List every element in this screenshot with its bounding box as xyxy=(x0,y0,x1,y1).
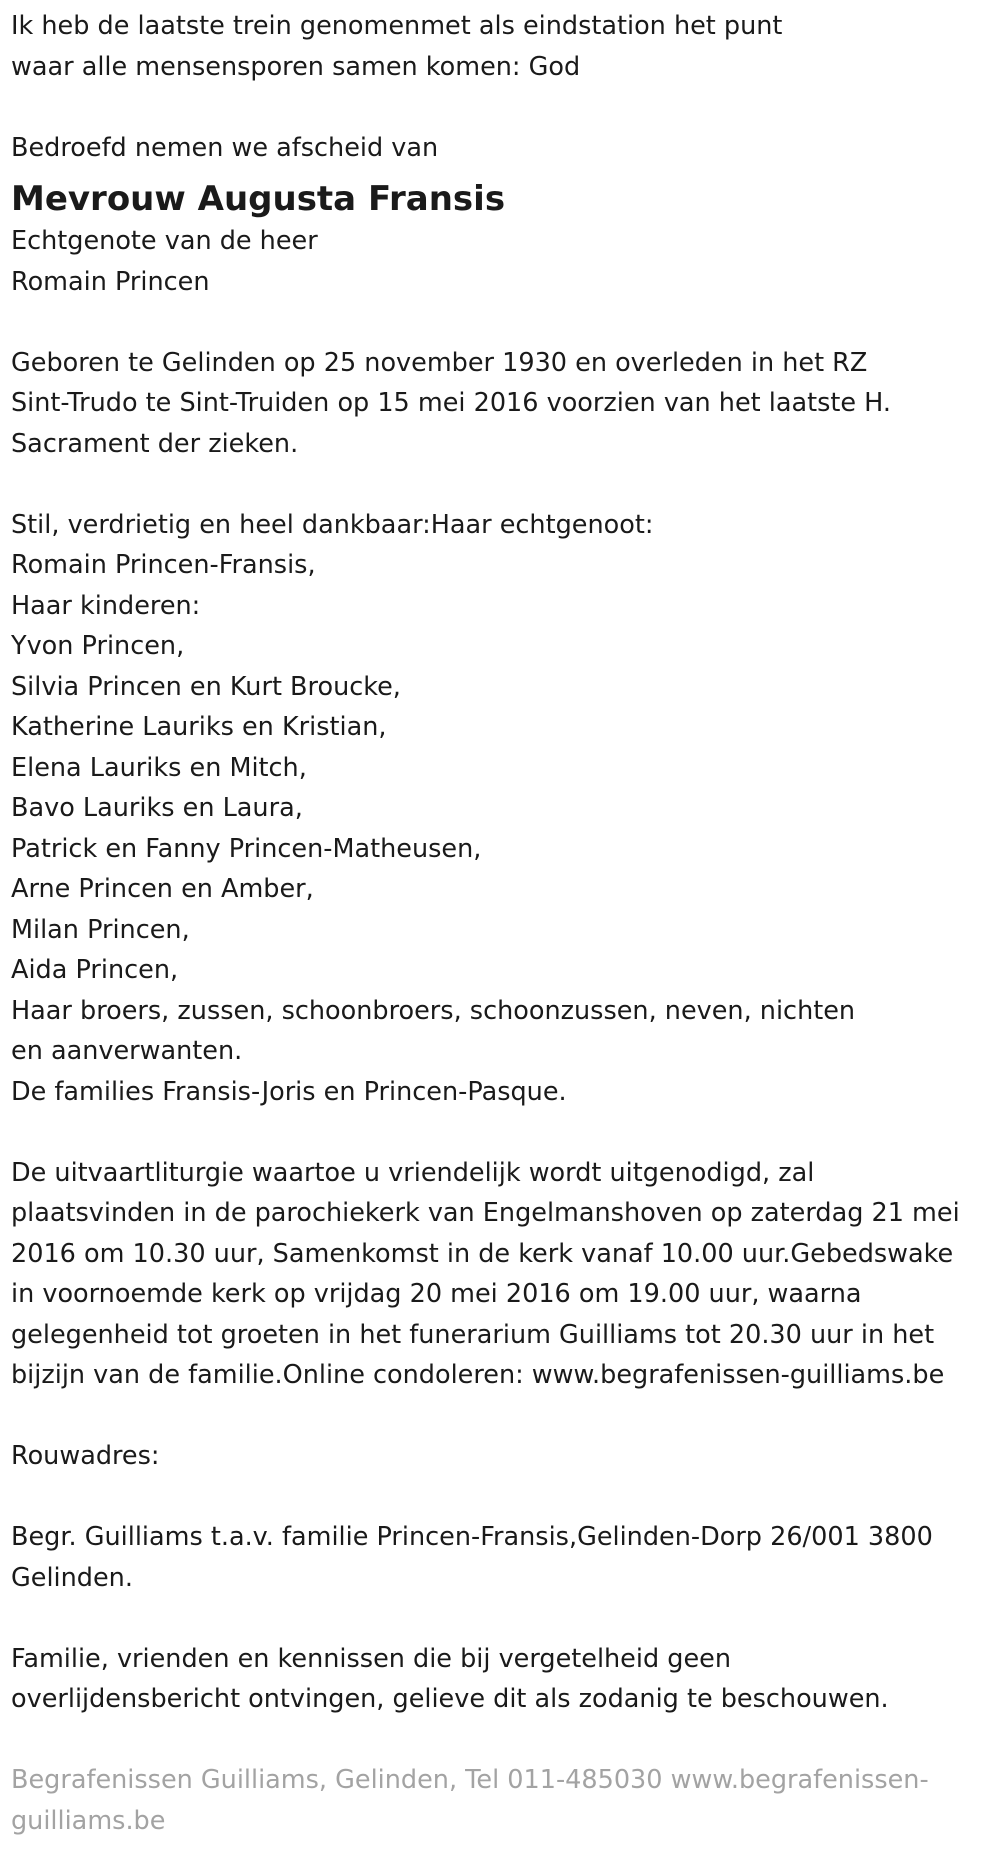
motto xyxy=(11,6,990,87)
mourner-line: Haar broers, zussen, schoonbroers, schoonzussen, neven, nichten xyxy=(11,995,856,1026)
motto-line: waar alle mensensporen samen komen: God xyxy=(11,51,581,82)
spacer xyxy=(11,464,990,505)
mourner-line: en aanverwanten. xyxy=(11,1036,243,1066)
spacer xyxy=(11,1720,990,1761)
notice-paragraph xyxy=(11,1639,990,1720)
mourner-line: Arne Princen en Amber, xyxy=(11,874,314,904)
mourner-line: Elena Lauriks en Mitch, xyxy=(11,752,307,783)
paragraph-line: De uitvaartliturgie waartoe u vriendelijk wordt uitgenodigd, zal xyxy=(11,1157,815,1188)
spacer xyxy=(11,1598,990,1639)
spacer xyxy=(11,1112,990,1153)
paragraph-line: plaatsvinden in de parochiekerk van Engelmanshoven op zaterdag 21 mei xyxy=(11,1198,960,1228)
spacer xyxy=(11,1396,990,1437)
mourner-line: Romain Princen-Fransis, xyxy=(11,550,316,580)
mourner-line: De families Fransis-Joris en Princen-Pasque. xyxy=(11,1076,567,1107)
mourners-list xyxy=(11,505,990,1113)
footer-line: Begrafenissen Guilliams, Gelinden, Tel 011-485030 www.begrafenissen- xyxy=(11,1765,929,1795)
paragraph-line: overlijdensbericht ontvingen, gelieve dit als zodanig te beschouwen. xyxy=(11,1684,889,1714)
deceased-name: Mevrouw Augusta Fransis xyxy=(11,179,506,219)
footer-line: guilliams.be xyxy=(11,1805,166,1836)
mourner-line: Aida Princen, xyxy=(11,955,179,985)
funeral-paragraph xyxy=(11,1153,990,1396)
paragraph-line: Sacrament der zieken. xyxy=(11,428,299,459)
funeral-home-footer xyxy=(11,1760,990,1841)
birth-death-paragraph xyxy=(11,343,990,465)
address-line: Gelinden. xyxy=(11,1562,133,1593)
relation-line: Romain Princen xyxy=(11,266,210,297)
paragraph-line: in voornoemde kerk op vrijdag 20 mei 2016 om 19.00 uur, waarna xyxy=(11,1279,862,1309)
paragraph-line: bijzijn van de familie.Online condoleren: www.begrafenissen-guilliams.be xyxy=(11,1360,945,1390)
mourner-line: Yvon Princen, xyxy=(11,631,185,661)
relation-line: Echtgenote van de heer xyxy=(11,226,318,256)
paragraph-line: Familie, vrienden en kennissen die bij vergetelheid geen xyxy=(11,1643,731,1674)
address-label: Rouwadres: xyxy=(11,1441,160,1471)
mourner-line: Milan Princen, xyxy=(11,914,190,945)
spacer xyxy=(11,302,990,343)
paragraph-line: gelegenheid tot groeten in het funerarium Guilliams tot 20.30 uur in het xyxy=(11,1319,935,1350)
mourner-line: Katherine Lauriks en Kristian, xyxy=(11,712,387,742)
spacer xyxy=(11,87,990,128)
mourner-line: Stil, verdrietig en heel dankbaar:Haar echtgenoot: xyxy=(11,509,654,540)
paragraph-line: 2016 om 10.30 uur, Samenkomst in de kerk vanaf 10.00 uur.Gebedswake xyxy=(11,1238,954,1269)
deceased-relation xyxy=(11,221,990,302)
mourner-line: Silvia Princen en Kurt Broucke, xyxy=(11,671,401,702)
address-line: Begr. Guilliams t.a.v. familie Princen-Fransis,Gelinden-Dorp 26/001 3800 xyxy=(11,1522,933,1552)
paragraph-line: Sint-Trudo te Sint-Truiden op 15 mei 2016 voorzien van het laatste H. xyxy=(11,388,891,418)
mourner-line: Haar kinderen: xyxy=(11,590,201,621)
motto-line: Ik heb de laatste trein genomenmet als eindstation het punt xyxy=(11,11,783,41)
paragraph-line: Geboren te Gelinden op 25 november 1930 en overleden in het RZ xyxy=(11,347,868,378)
mourner-line: Bavo Lauriks en Laura, xyxy=(11,793,303,823)
mourning-address xyxy=(11,1517,990,1598)
spacer xyxy=(11,1477,990,1518)
mourner-line: Patrick en Fanny Princen-Matheusen, xyxy=(11,833,482,864)
intro-text: Bedroefd nemen we afscheid van xyxy=(11,132,439,163)
